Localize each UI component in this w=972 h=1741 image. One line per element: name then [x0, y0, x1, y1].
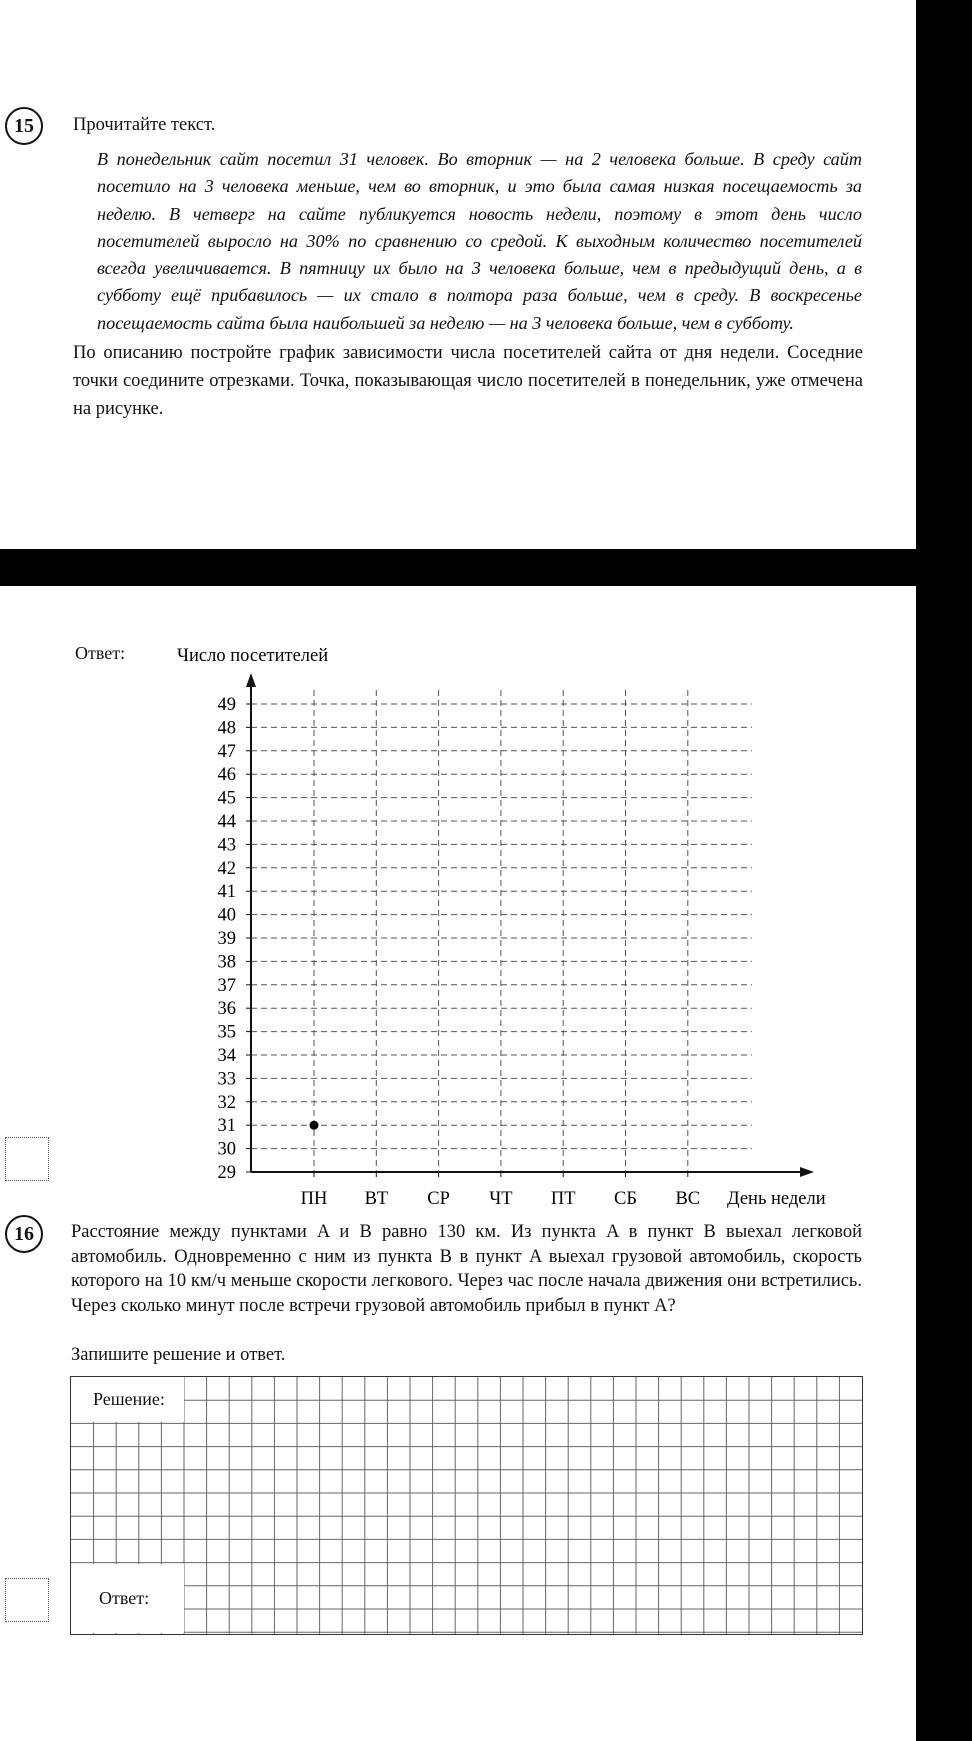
y-tick-label: 29 [217, 1163, 236, 1183]
chart-points [310, 1121, 319, 1130]
chart-ticks [218, 695, 701, 1209]
y-tick-label: 42 [217, 858, 236, 879]
y-tick-label: 34 [217, 1046, 236, 1066]
y-tick-label: 49 [217, 695, 236, 715]
x-tick-label: ВТ [364, 1189, 389, 1209]
y-tick-label: 30 [217, 1139, 236, 1160]
solution-grid-lines [71, 1377, 862, 1634]
task-15-intro: Прочитайте текст. [73, 115, 216, 135]
data-point [310, 1121, 319, 1130]
y-tick-label: 44 [217, 812, 236, 832]
x-tick-label: ВС [675, 1189, 701, 1209]
y-axis-label: Число посетителей [177, 646, 329, 666]
y-tick-label: 39 [217, 929, 236, 949]
right-black-bar [916, 0, 972, 1741]
task-16-number: 16 [5, 1215, 43, 1253]
x-axis-label: День недели [727, 1189, 826, 1209]
y-tick-label: 36 [217, 999, 236, 1020]
x-tick-label: СБ [614, 1189, 637, 1209]
solution-grid[interactable] [70, 1376, 863, 1635]
y-tick-label: 37 [217, 975, 236, 996]
y-tick-label: 48 [217, 718, 236, 739]
y-tick-label: 32 [217, 1092, 236, 1113]
answer-label: Ответ: [99, 1588, 150, 1608]
chart-answer-label: Ответ: [75, 643, 126, 663]
x-tick-label: ПН [300, 1189, 328, 1209]
task-15-instruction: По описанию постройте график зависимости числа посетителей сайта от дня недели. Соседние точки соедините отрезками. Точка, показывающая число посетителей в понедельник, уже отмечена на рисунке. [73, 343, 863, 419]
y-tick-label: 41 [217, 882, 236, 903]
y-tick-label: 47 [217, 741, 236, 762]
y-tick-label: 46 [217, 765, 236, 786]
x-axis-arrow [800, 1167, 814, 1177]
x-tick-label: СР [427, 1189, 450, 1209]
y-tick-label: 31 [217, 1116, 236, 1137]
task-16-text: Расстояние между пунктами A и B равно 130 км. Из пункта A в пункт B выехал легковой автомобиль. Одновременно с ним из пункта B в пункт A выехал грузовой автомобиль, скорость которого на 10 км/ч меньше скорости легкового. Через час после начала движения они встретились. Через сколько минут после встречи грузовой автомобиль прибыл в пункт A? [71, 1222, 862, 1316]
y-tick-label: 38 [217, 952, 236, 973]
answer-label-cell [71, 1564, 184, 1633]
y-tick-label: 40 [217, 905, 236, 926]
solution-label: Решение: [93, 1389, 165, 1409]
score-box-16 [5, 1578, 49, 1622]
task-16-instruction: Запишите решение и ответ. [71, 1345, 286, 1365]
x-tick-label: ПТ [550, 1189, 576, 1209]
task-15-number: 15 [5, 107, 43, 145]
task-15-text: В понедельник сайт посетил 31 человек. Во вторник — на 2 человека больше. В среду сайт посетило на 3 человека меньше, чем во вторник, и это была самая низкая посещаемость за неделю. В четверг на сайте публикуется новость недели, поэтому в этот день число посетителей выросло на 30% по сравнению со средой. К выходным количество посетителей всегда увеличивается. В пятницу их было на 3 человека больше, чем в предыдущий день, а в субботу ещё прибавилось — их стало в полтора раза больше, чем в среду. В воскресенье посещаемость сайта была наибольшей за неделю — на 3 человека больше, чем в субботу. [97, 149, 862, 333]
y-tick-label: 45 [217, 788, 236, 809]
chart-grid [251, 690, 752, 1172]
y-tick-label: 33 [217, 1069, 236, 1090]
solution-label-cell [71, 1377, 184, 1422]
y-tick-label: 35 [217, 1022, 236, 1043]
y-axis-arrow [246, 673, 256, 687]
y-tick-label: 43 [217, 835, 236, 856]
score-box-15 [5, 1137, 49, 1181]
x-tick-label: ЧТ [489, 1189, 513, 1209]
